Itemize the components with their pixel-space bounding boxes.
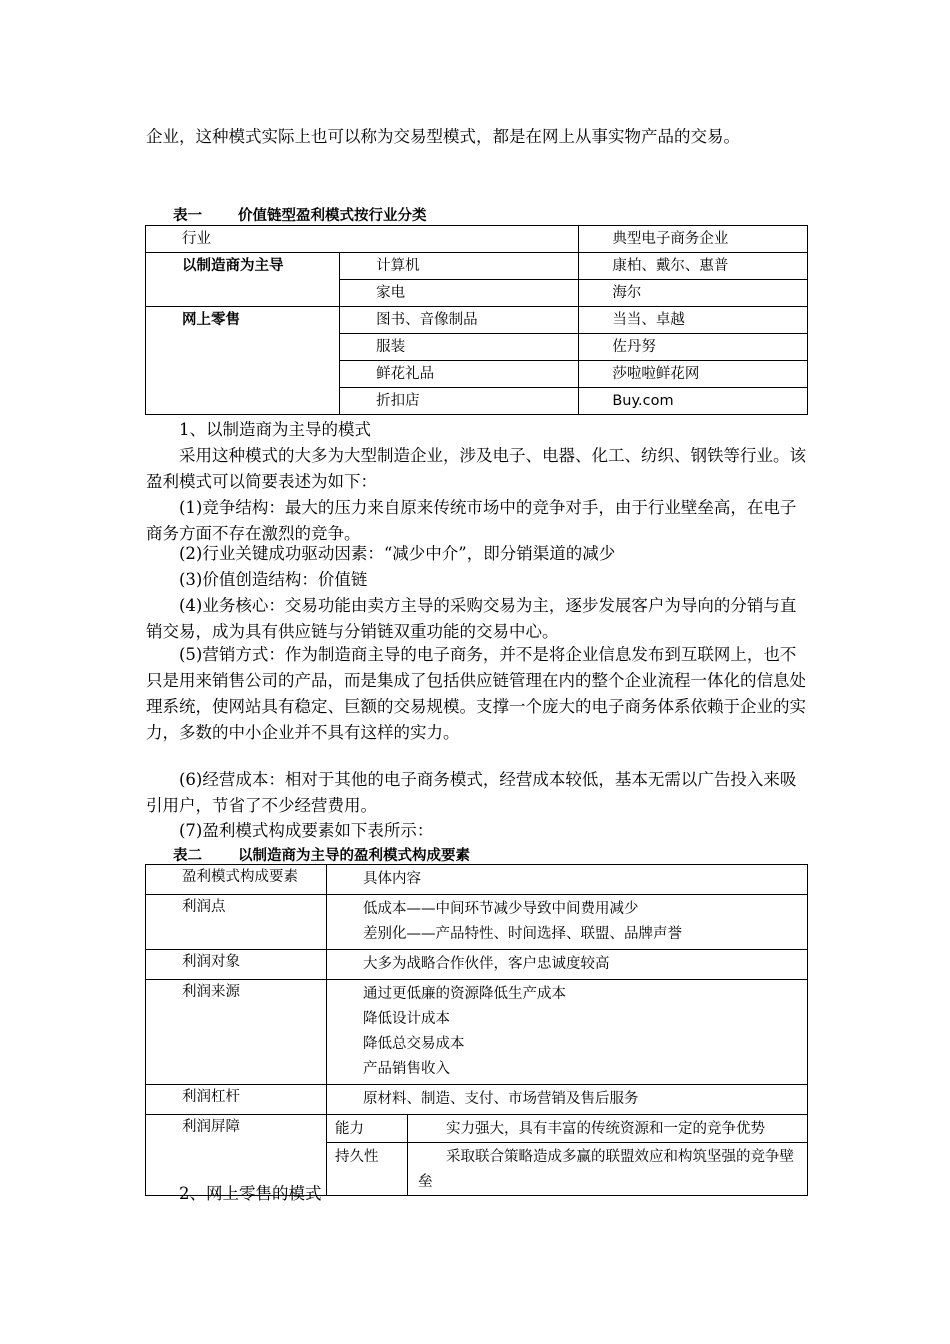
- company-cell: 莎啦啦鲜花网: [579, 361, 808, 388]
- content-line: 低成本——中间环节减少导致中间费用减少: [363, 901, 639, 917]
- sub-category: 图书、音像制品: [340, 307, 579, 334]
- point-success-factor: (2)行业关键成功驱动因素：“减少中介”，即分销渠道的减少: [179, 544, 616, 563]
- sub-category: 服装: [340, 334, 579, 361]
- point-value-structure: (3)价值创造结构：价值链: [179, 570, 368, 589]
- header-industry: 行业: [146, 226, 579, 253]
- sub-category: 折扣店: [340, 388, 579, 415]
- row-label: 利润来源: [146, 980, 327, 1085]
- table2-caption-title: 以制造商为主导的盈利模式构成要素: [238, 848, 470, 864]
- group-label: 网上零售: [146, 307, 340, 415]
- industry-classification-table: [145, 225, 808, 415]
- intro-paragraph: 企业，这种模式实际上也可以称为交易型模式，都是在网上从事实物产品的交易。: [146, 127, 740, 146]
- section1-heading: 1、以制造商为主导的模式: [179, 420, 371, 439]
- table-row: [146, 980, 808, 1085]
- sub-content: [408, 1115, 808, 1143]
- table-row: [146, 226, 808, 253]
- profit-elements-table: [145, 864, 808, 1196]
- company-cell: 康柏、戴尔、惠普: [579, 253, 808, 280]
- row-content: 原材料、制造、支付、市场营销及售后服务: [327, 1085, 808, 1115]
- content-line: 降低总交易成本: [363, 1036, 465, 1052]
- company-cell: 海尔: [579, 280, 808, 307]
- content-line: 差别化——产品特性、时间选择、联盟、品牌声誉: [363, 926, 682, 942]
- table1-caption-title: 价值链型盈利模式按行业分类: [238, 208, 427, 224]
- table2-caption: [173, 844, 470, 865]
- sub-label: 能力: [327, 1115, 408, 1143]
- company-cell: 佐丹努: [579, 334, 808, 361]
- row-content: [327, 980, 808, 1085]
- section2-heading: 2、网上零售的模式: [179, 1184, 322, 1203]
- header-element: 盈利模式构成要素: [146, 865, 327, 895]
- content-line: 实力强大，具有丰富的传统资源和一定的竞争优势: [446, 1121, 765, 1137]
- table2-caption-label: 表二: [173, 848, 202, 864]
- row-content: 大多为战略合作伙伴，客户忠诚度较高: [327, 950, 808, 980]
- point-operating-cost: (6)经营成本：相对于其他的电子商务模式，经营成本较低，基本无需以广告投入来吸引用户，节省了不少经营费用。: [146, 770, 797, 815]
- section1-paragraph: 采用这种模式的大多为大型制造企业，涉及电子、电器、化工、纺织、钢铁等行业。该盈利模式可以简要表述为如下：: [146, 446, 806, 491]
- point-marketing: (5)营销方式：作为制造商主导的电子商务，并不是将企业信息发布到互联网上，也不只是用来销售公司的产品，而是集成了包括供应链管理在内的整个企业流程一体化的信息处理系统，使网站具有稳定、巨额的交易规模。支撑一个庞大的电子商务体系依赖于企业的实力，多数的中小企业并不具有这样的实力。: [146, 645, 806, 742]
- sub-label: 持久性: [327, 1143, 408, 1196]
- content-line: 采取联合策略造成多赢的联盟效应和构筑坚强的竞争壁垒: [418, 1149, 794, 1190]
- table-row: [146, 950, 808, 980]
- table-row: [146, 865, 808, 895]
- row-label: 利润点: [146, 895, 327, 950]
- header-company: 典型电子商务企业: [579, 226, 808, 253]
- point-business-core: (4)业务核心：交易功能由卖方主导的采购交易为主，逐步发展客户为导向的分销与直销交易，成为具有供应链与分销链双重功能的交易中心。: [146, 596, 797, 641]
- table-row: [146, 1085, 808, 1115]
- table1-caption: [173, 204, 427, 225]
- content-line: 降低设计成本: [363, 1011, 450, 1027]
- content-line: 通过更低廉的资源降低生产成本: [363, 986, 566, 1002]
- table-row: [146, 895, 808, 950]
- table1-caption-label: 表一: [173, 208, 202, 224]
- group-label: 以制造商为主导: [146, 253, 340, 307]
- company-cell: Buy.com: [579, 388, 808, 415]
- header-content: 具体内容: [327, 865, 808, 895]
- table-row: [146, 1115, 808, 1143]
- sub-category: 家电: [340, 280, 579, 307]
- row-label: 利润屏障: [146, 1115, 327, 1196]
- sub-category: 鲜花礼品: [340, 361, 579, 388]
- company-cell: 当当、卓越: [579, 307, 808, 334]
- point-competition: (1)竞争结构：最大的压力来自原来传统市场中的竞争对手，由于行业壁垒高，在电子商务方面不存在激烈的竞争。: [146, 498, 797, 543]
- row-content: [327, 895, 808, 950]
- sub-category: 计算机: [340, 253, 579, 280]
- row-label: 利润对象: [146, 950, 327, 980]
- table-row: [146, 253, 808, 280]
- content-line: 产品销售收入: [363, 1061, 450, 1077]
- point-profit-elements: (7)盈利模式构成要素如下表所示：: [179, 821, 434, 840]
- table-row: [146, 307, 808, 334]
- row-label: 利润杠杆: [146, 1085, 327, 1115]
